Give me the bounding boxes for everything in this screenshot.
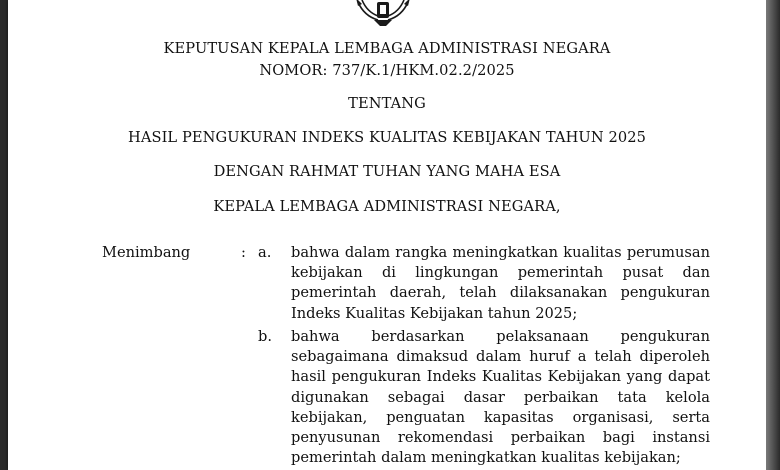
window-edge-shadow [766,0,780,470]
decree-title: KEPUTUSAN KEPALA LEMBAGA ADMINISTRASI NEGARA [163,40,611,57]
considering-label: Menimbang [102,244,191,261]
decree-number: NOMOR: 737/K.1/HKM.02.2/2025 [259,62,515,79]
document-page [8,0,766,470]
item-b-text [291,327,710,468]
item-a-line: bahwa dalam rangka meningkatkan kualitas perumusan [291,244,710,261]
item-b-line: kebijakan, penguatan kapasitas organisasi, serta [291,408,710,426]
about-heading: TENTANG [348,95,426,112]
item-a-line: pemerintah daerah, telah dilaksanakan pengukuran [291,284,710,302]
item-b-line: bahwa berdasarkan pelaksanaan pengukuran [291,328,710,345]
item-a-text [291,243,710,324]
item-b-line: penyusunan rekomendasi perbaikan bagi instansi [291,429,710,447]
item-b-line: digunakan sebagai dasar perbaikan tata kelola [291,388,710,406]
garuda-emblem-icon [348,0,418,28]
issuer-line: KEPALA LEMBAGA ADMINISTRASI NEGARA, [213,198,561,215]
blessing-line: DENGAN RAHMAT TUHAN YANG MAHA ESA [213,163,561,180]
item-b-line: pemerintah dalam meningkatkan kualitas kebijakan; [291,449,681,467]
item-a-marker: a. [258,244,272,261]
item-b-marker: b. [258,328,272,345]
item-a-line: Indeks Kualitas Kebijakan tahun 2025; [291,304,578,322]
item-a-line: kebijakan di lingkungan pemerintah pusat dan [291,264,710,282]
item-b-line: hasil pengukuran Indeks Kualitas Kebijakan yang dapat [291,368,710,386]
decree-subject: HASIL PENGUKURAN INDEKS KUALITAS KEBIJAKAN TAHUN 2025 [128,129,646,146]
item-b-line: sebagaimana dimaksud dalam huruf a telah diperoleh [291,348,710,366]
considering-colon: : [241,244,246,261]
